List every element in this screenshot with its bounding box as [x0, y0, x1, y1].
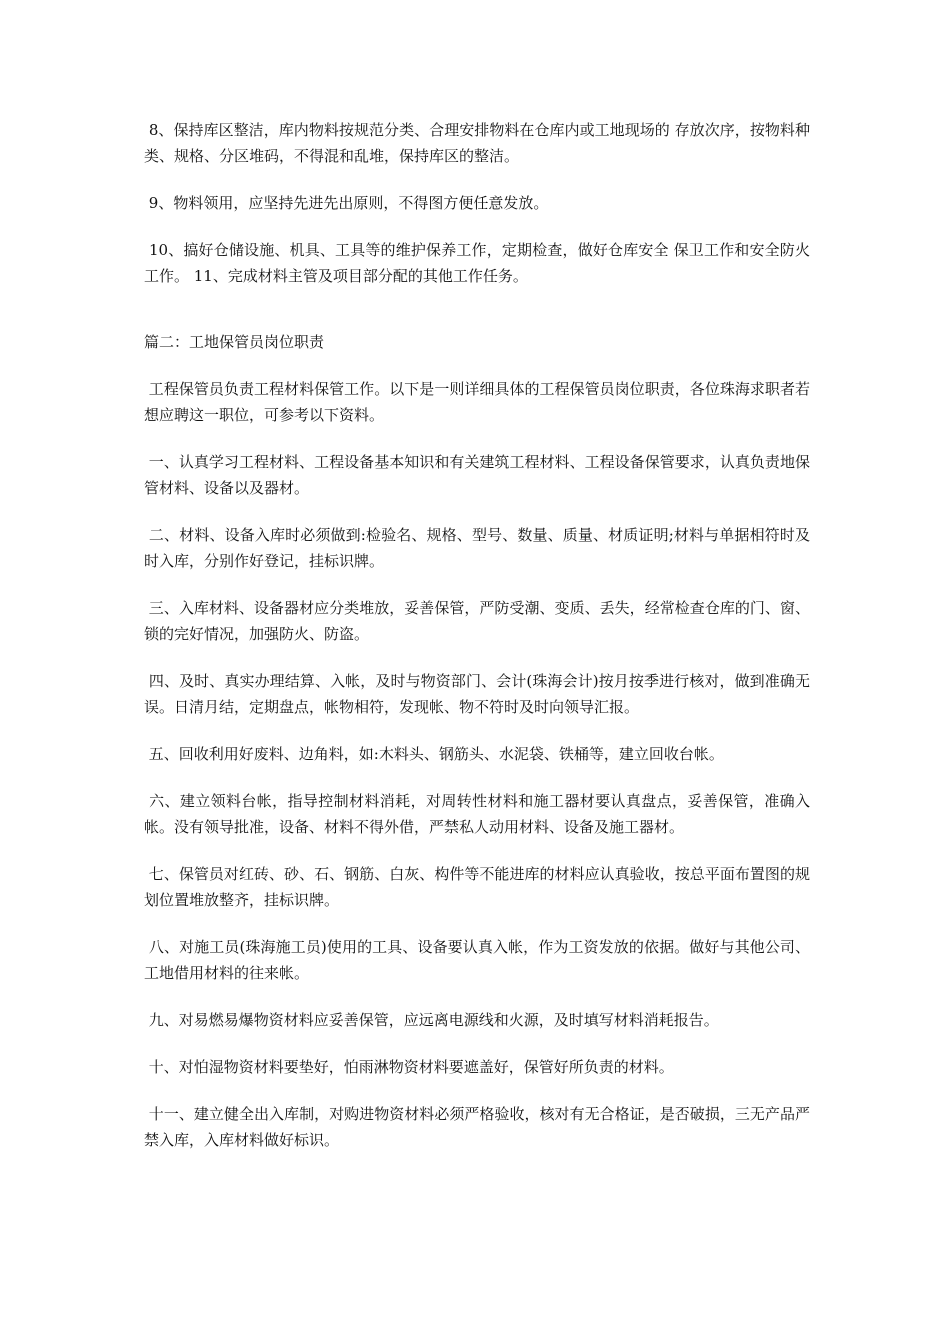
duty-item-2: 二、材料、设备入库时必须做到:检验名、规格、型号、数量、质量、材质证明;材料与单据相符时及时入库，分别作好登记，挂标识牌。: [144, 526, 810, 570]
duty-item-4: 四、及时、真实办理结算、入帐，及时与物资部门、会计(珠海会计)按月按季进行核对，做到准确无误。日清月结，定期盘点，帐物相符，发现帐、物不符时及时向领导汇报。: [144, 672, 810, 716]
duty-item-6: 六、建立领料台帐，指导控制材料消耗，对周转性材料和施工器材要认真盘点，妥善保管，准确入帐。没有领导批准，设备、材料不得外借，严禁私人动用材料、设备及施工器材。: [144, 792, 810, 836]
duty-item-9: 九、对易燃易爆物资材料应妥善保管，应远离电源线和火源，及时填写材料消耗报告。: [144, 1011, 719, 1029]
duty-item-8: 八、对施工员(珠海施工员)使用的工具、设备要认真入帐，作为工资发放的依据。做好与其他公司、工地借用材料的往来帐。: [144, 938, 810, 982]
section-intro: 工程保管员负责工程材料保管工作。以下是一则详细具体的工程保管员岗位职责，各位珠海求职者若想应聘这一职位，可参考以下资料。: [144, 380, 810, 424]
duty-item-10: 十、对怕湿物资材料要垫好，怕雨淋物资材料要遮盖好，保管好所负责的材料。: [144, 1058, 674, 1076]
paragraph-item-10-11: 10、搞好仓储设施、机具、工具等的维护保养工作，定期检查，做好仓库安全 保卫工作和安全防火工作。 11、完成材料主管及项目部分配的其他工作任务。: [144, 241, 810, 285]
duty-item-1: 一、认真学习工程材料、工程设备基本知识和有关建筑工程材料、工程设备保管要求，认真负责地保管材料、设备以及器材。: [144, 453, 810, 497]
duty-item-11: 十一、建立健全出入库制，对购进物资材料必须严格验收，核对有无合格证，是否破损，三无产品严禁入库，入库材料做好标识。: [144, 1105, 810, 1149]
duty-item-7: 七、保管员对红砖、砂、石、钢筋、白灰、构件等不能进库的材料应认真验收，按总平面布置图的规划位置堆放整齐，挂标识牌。: [144, 865, 810, 909]
duty-item-5: 五、回收利用好废料、边角料，如:木料头、钢筋头、水泥袋、铁桶等，建立回收台帐。: [144, 745, 724, 763]
paragraph-item-8: 8、保持库区整洁，库内物料按规范分类、合理安排物料在仓库内或工地现场的 存放次序，按物料种类、规格、分区堆码，不得混和乱堆，保持库区的整洁。: [144, 121, 810, 165]
paragraph-item-9: 9、物料领用，应坚持先进先出原则，不得图方便任意发放。: [144, 194, 549, 212]
document-body: [144, 117, 810, 1153]
duty-item-3: 三、入库材料、设备器材应分类堆放，妥善保管，严防受潮、变质、丢失，经常检查仓库的门、窗、锁的完好情况，加强防火、防盗。: [144, 599, 810, 643]
section-title: 篇二：工地保管员岗位职责: [144, 333, 325, 351]
